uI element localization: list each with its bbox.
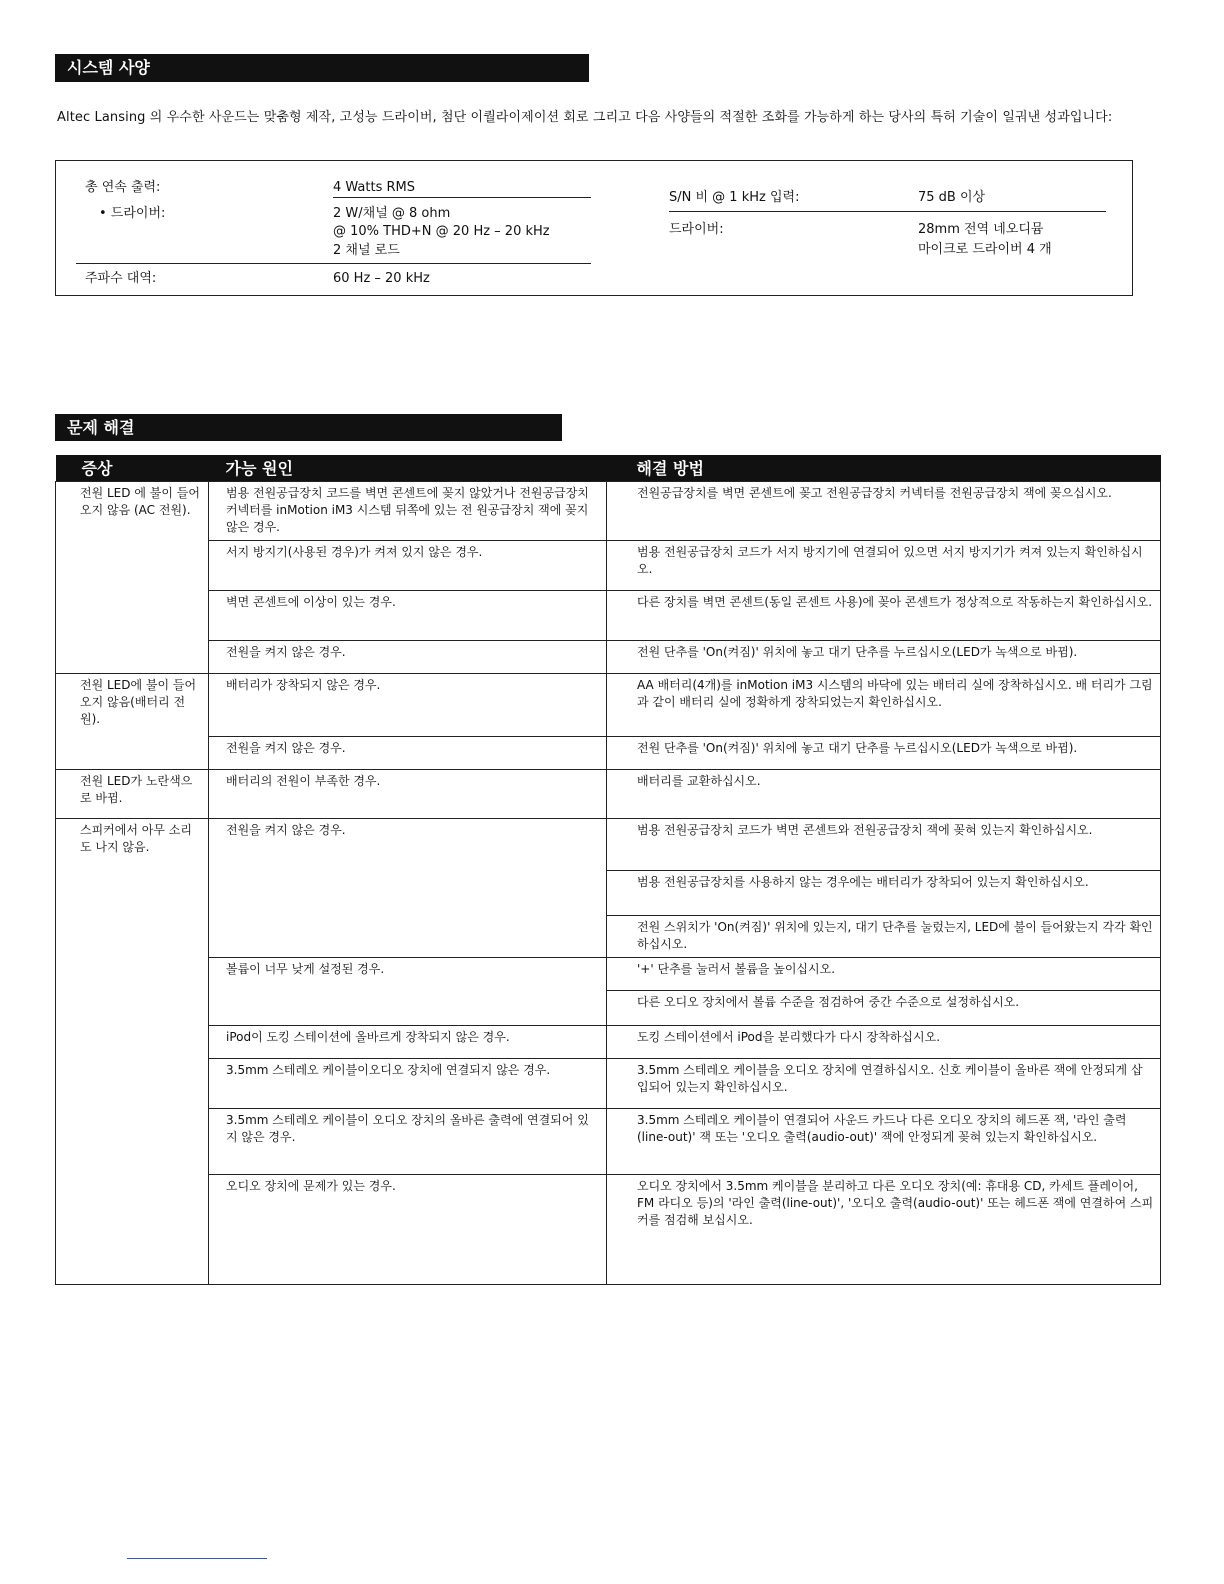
solution-cell: 3.5mm 스테레오 케이블이 연결되어 사운드 카드나 다른 오디오 장치의 헤드폰 잭, '라인 출력(line-out)' 잭 또는 '오디오 출력(audio-out)' 잭에 안정되게 꽂혀 있는지 확인하십시오.: [607, 1109, 1161, 1175]
table-row: [56, 1026, 1161, 1059]
drivers-value-3: 2 채널 로드: [333, 243, 400, 258]
footnote-divider: [127, 1558, 267, 1559]
total-output-value: 4 Watts RMS: [333, 180, 415, 195]
table-header-row: [56, 455, 1161, 482]
cause-cell: 배터리가 장착되지 않은 경우.: [209, 674, 607, 737]
symptom-cell: 전원 LED 에 불이 들어오지 않음 (AC 전원).: [56, 482, 209, 674]
cause-cell: 전원을 켜지 않은 경우.: [209, 819, 607, 958]
solution-cell: 범용 전원공급장치 코드가 벽면 콘센트와 전원공급장치 잭에 꽂혀 있는지 확인하십시오.: [607, 819, 1161, 871]
system-specs-heading: 시스템 사양: [55, 54, 589, 82]
column-header-cause: 가능 원인: [209, 455, 607, 482]
solution-cell: 도킹 스테이션에서 iPod을 분리했다가 다시 장착하십시오.: [607, 1026, 1161, 1059]
solution-cell: 3.5mm 스테레오 케이블을 오디오 장치에 연결하십시오. 신호 케이블이 올바른 잭에 안정되게 삽입되어 있는지 확인하십시오.: [607, 1059, 1161, 1109]
driver-value-1: 28mm 전역 네오디뮴: [918, 222, 1044, 237]
cause-cell: 볼륨이 너무 낮게 설정된 경우.: [209, 958, 607, 1026]
symptom-cell: 스피커에서 아무 소리도 나지 않음.: [56, 819, 209, 1285]
troubleshooting-table: [55, 455, 1161, 1285]
solution-cell: 다른 오디오 장치에서 볼륨 수준을 점검하여 중간 수준으로 설정하십시오.: [607, 991, 1161, 1026]
table-row: [56, 641, 1161, 674]
table-row: [56, 591, 1161, 641]
troubleshooting-heading: 문제 해결: [55, 414, 562, 441]
frequency-label: 주파수 대역:: [85, 271, 157, 286]
cause-cell: iPod이 도킹 스테이션에 올바르게 장착되지 않은 경우.: [209, 1026, 607, 1059]
drivers-value-2: @ 10% THD+N @ 20 Hz – 20 kHz: [333, 224, 550, 239]
cause-cell: 전원을 켜지 않은 경우.: [209, 641, 607, 674]
cause-cell: 배터리의 전원이 부족한 경우.: [209, 770, 607, 819]
spec-box: [55, 160, 1133, 296]
sn-label: S/N 비 @ 1 kHz 입력:: [669, 190, 800, 205]
solution-cell: 전원 스위치가 'On(켜짐)' 위치에 있는지, 대기 단추를 눌렀는지, LED에 불이 들어왔는지 각각 확인하십시오.: [607, 916, 1161, 958]
solution-cell: 전원 단추를 'On(켜짐)' 위치에 놓고 대기 단추를 누르십시오(LED가 녹색으로 바뀜).: [607, 641, 1161, 674]
spec-divider: [333, 197, 591, 198]
table-row: [56, 1059, 1161, 1109]
table-row: [56, 1109, 1161, 1175]
table-row: [56, 1175, 1161, 1285]
solution-cell: AA 배터리(4개)를 inMotion iM3 시스템의 바닥에 있는 배터리 실에 장착하십시오. 배 터리가 그림과 같이 배터리 실에 정확하게 장착되었는지 확인하십시오.: [607, 674, 1161, 737]
cause-cell: 서지 방지기(사용된 경우)가 켜져 있지 않은 경우.: [209, 541, 607, 591]
drivers-label: • 드라이버:: [99, 206, 166, 221]
table-row: [56, 819, 1161, 871]
solution-cell: 범용 전원공급장치를 사용하지 않는 경우에는 배터리가 장착되어 있는지 확인하십시오.: [607, 871, 1161, 916]
solution-cell: '+' 단추를 눌러서 볼륨을 높이십시오.: [607, 958, 1161, 991]
table-row: [56, 674, 1161, 737]
solution-cell: 범용 전원공급장치 코드가 서지 방지기에 연결되어 있으면 서지 방지기가 켜져 있는지 확인하십시오.: [607, 541, 1161, 591]
spec-divider: [76, 263, 591, 264]
table-row: [56, 541, 1161, 591]
solution-cell: 전원공급장치를 벽면 콘센트에 꽂고 전원공급장치 커넥터를 전원공급장치 잭에 꽂으십시오.: [607, 482, 1161, 541]
table-row: [56, 482, 1161, 541]
total-output-label: 총 연속 출력:: [85, 180, 161, 195]
column-header-symptom: 증상: [56, 455, 209, 482]
driver-label: 드라이버:: [669, 222, 724, 237]
drivers-value-1: 2 W/채널 @ 8 ohm: [333, 206, 451, 221]
cause-cell: 3.5mm 스테레오 케이블이 오디오 장치의 올바른 출력에 연결되어 있지 않은 경우.: [209, 1109, 607, 1175]
spec-divider: [669, 211, 1106, 212]
symptom-cell: 전원 LED가 노란색으로 바뀜.: [56, 770, 209, 819]
table-row: [56, 770, 1161, 819]
sn-value: 75 dB 이상: [918, 190, 986, 205]
cause-cell: 전원을 켜지 않은 경우.: [209, 737, 607, 770]
cause-cell: 범용 전원공급장치 코드를 벽면 콘센트에 꽂지 않았거나 전원공급장치 커넥터를 inMotion iM3 시스템 뒤쪽에 있는 전 원공급장치 잭에 꽂지 않은 경우.: [209, 482, 607, 541]
driver-value-2: 마이크로 드라이버 4 개: [918, 242, 1052, 257]
table-row: [56, 958, 1161, 991]
cause-cell: 3.5mm 스테레오 케이블이오디오 장치에 연결되지 않은 경우.: [209, 1059, 607, 1109]
symptom-cell: 전원 LED에 불이 들어오지 않음(배터리 전원).: [56, 674, 209, 770]
table-row: [56, 737, 1161, 770]
solution-cell: 배터리를 교환하십시오.: [607, 770, 1161, 819]
column-header-solution: 해결 방법: [607, 455, 1161, 482]
solution-cell: 다른 장치를 벽면 콘센트(동일 콘센트 사용)에 꽂아 콘센트가 정상적으로 작동하는지 확인하십시오.: [607, 591, 1161, 641]
solution-cell: 전원 단추를 'On(켜짐)' 위치에 놓고 대기 단추를 누르십시오(LED가 녹색으로 바뀜).: [607, 737, 1161, 770]
cause-cell: 오디오 장치에 문제가 있는 경우.: [209, 1175, 607, 1285]
frequency-value: 60 Hz – 20 kHz: [333, 271, 430, 286]
solution-cell: 오디오 장치에서 3.5mm 케이블을 분리하고 다른 오디오 장치(예: 휴대용 CD, 카세트 플레이어, FM 라디오 등)의 '라인 출력(line-out)', '오디오 출력(audio-out)' 또는 헤드폰 잭에 연결하여 스피커를 점검해 보십시오.: [607, 1175, 1161, 1285]
system-specs-intro: Altec Lansing 의 우수한 사운드는 맞춤형 제작, 고성능 드라이버, 첨단 이퀄라이제이션 회로 그리고 다음 사양들의 적절한 조화를 가능하게 하는 당사의 특허 기술이 일궈낸 성과입니다:: [57, 110, 1113, 125]
cause-cell: 벽면 콘센트에 이상이 있는 경우.: [209, 591, 607, 641]
